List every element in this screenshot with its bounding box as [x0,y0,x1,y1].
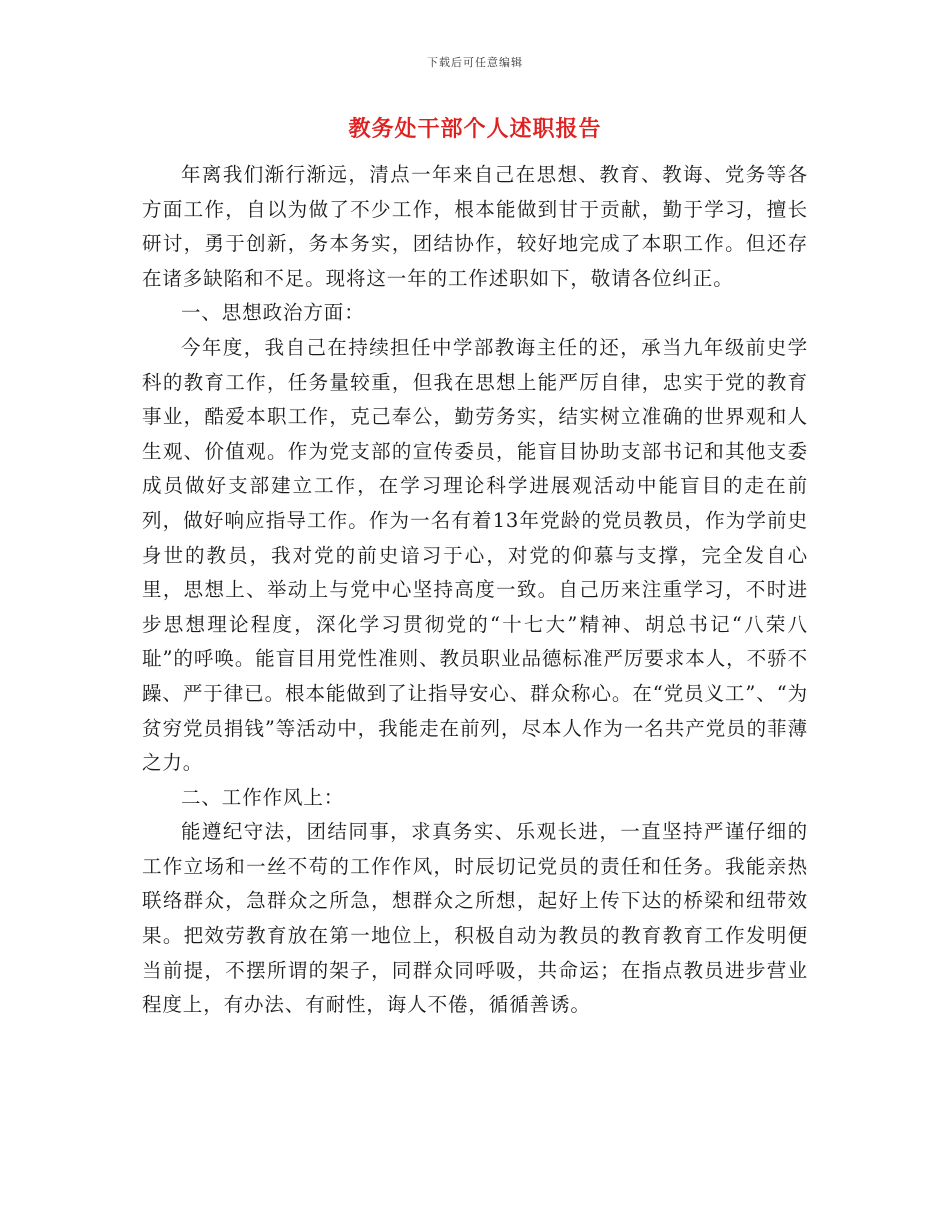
header-note: 下载后可任意编辑 [427,56,523,69]
document-body [142,158,808,1023]
intro-paragraph: 年离我们渐行渐远，清点一年来自己在思想、教育、教诲、党务等各方面工作，自以为做了不少工作，根本能做到甘于贡献，勤于学习，擅长研讨，勇于创新，务本务实，团结协作，较好地完成了本职工作。但还存在诸多缺陷和不足。现将这一年的工作述职如下，敬请各位纠正。 [142,163,808,290]
section-heading-ideology: 一、思想政治方面： [181,301,365,325]
ideology-paragraph: 今年度，我自己在持续担任中学部教诲主任的还，承当九年级前史学科的教育工作，任务量较重，但我在思想上能严厉自律，忠实于党的教育事业，酷爱本职工作，克己奉公，勤劳务实，结实树立准确的世界观和人生观、价值观。作为党支部的宣传委员，能盲目协助支部书记和其他支委成员做好支部建立工作，在学习理论科学进展观活动中能盲目的走在前列，做好响应指导工作。作为一名有着13年党龄的党员教员，作为学前史身世的教员，我对党的前史谙习于心，对党的仰慕与支撑，完全发自心里，思想上、举动上与党中心坚持高度一致。自己历来注重学习，不时进步思想理论程度，深化学习贯彻党的“十七大”精神、胡总书记“八荣八耻”的呼唤。能盲目用党性准则、教员职业品德标准严厉要求本人，不骄不躁、严于律已。根本能做到了让指导安心、群众称心。在“党员义工”、“为贫穷党员捐钱”等活动中，我能走在前列，尽本人作为一名共产党员的菲薄之力。 [142,335,808,775]
document-title: 教务处干部个人述职报告 [348,116,602,142]
section-heading-work-style: 二、工作作风上： [181,785,345,809]
work-style-paragraph: 能遵纪守法，团结同事，求真务实、乐观长进，一直坚持严谨仔细的工作立场和一丝不苟的工作作风，时辰切记党员的责任和任务。我能亲热联络群众，急群众之所急，想群众之所想，起好上传下达的桥梁和纽带效果。把效劳教育放在第一地位上，积极自动为教员的教育教育工作发明便当前提，不摆所谓的架子，同群众同呼吸，共命运；在指点教员进步营业程度上，有办法、有耐性，诲人不倦，循循善诱。 [142,820,808,1017]
